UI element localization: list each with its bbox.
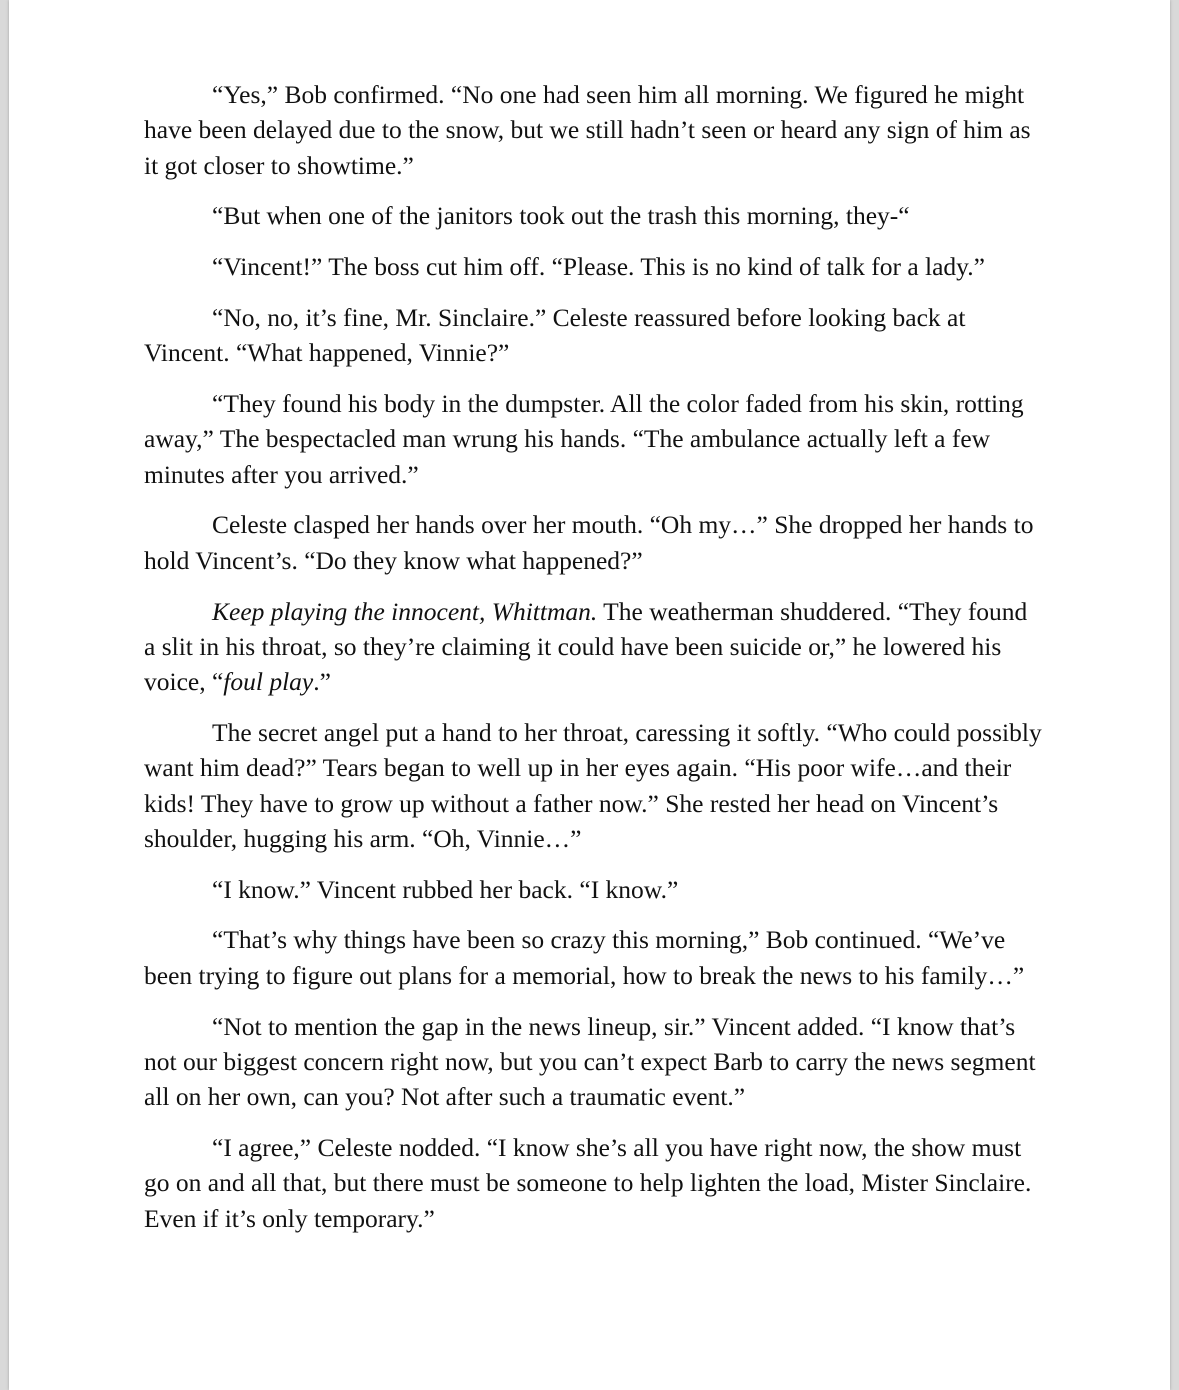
paragraph — [144, 872, 1044, 907]
paragraph-text: “No, no, it’s fine, Mr. Sinclaire.” Celeste reassured before looking back at Vincent. “What happened, Vinnie?” — [144, 302, 966, 368]
paragraph — [144, 715, 1044, 856]
paragraph — [144, 249, 1044, 284]
paragraph — [144, 77, 1044, 183]
paragraph — [144, 507, 1044, 578]
italic-text: Keep playing the innocent, Whittman. — [212, 596, 598, 626]
paragraph-text: “That’s why things have been so crazy this morning,” Bob continued. “We’ve been trying to figure out plans for a memorial, how to break the news to his family…” — [144, 925, 1025, 990]
paragraph — [144, 1009, 1044, 1115]
document-page — [9, 0, 1170, 1390]
paragraph-text: “I know.” Vincent rubbed her back. “I know.” — [212, 874, 679, 904]
paragraph-text: “Vincent!” The boss cut him off. “Please. This is no kind of talk for a lady.” — [212, 252, 985, 282]
paragraph-text: The weatherman shuddered. “They found a slit in his throat, so they’re claiming it could have been suicide or,” he lowered his voice, “ — [144, 596, 1028, 697]
paragraph — [144, 198, 1044, 233]
paragraph-text: “They found his body in the dumpster. All the color faded from his skin, rotting away,” The bespectacled man wrung his hands. “The ambulance actually left a few minutes after you arrived.” — [144, 389, 1024, 489]
paragraph-text: “I agree,” Celeste nodded. “I know she’s all you have right now, the show must go on and all that, but there must be someone to help lighten the load, Mister Sinclaire. Even if it’s only temporary.” — [144, 1132, 1032, 1233]
paragraph — [144, 300, 1044, 371]
paragraph-text: Celeste clasped her hands over her mouth. “Oh my…” She dropped her hands to hold Vincent’s. “Do they know what happened?” — [144, 510, 1034, 575]
paragraph-text: The secret angel put a hand to her throat, caressing it softly. “Who could possibly want him dead?” Tears began to well up in her eyes again. “His poor wife…and their kids! They have to grow up without a father now.” She rested her head on Vincent’s shoulder, hugging his arm. “Oh, Vinnie…” — [144, 717, 1042, 853]
paragraph-text: “But when one of the janitors took out the trash this morning, they-“ — [212, 201, 910, 231]
paragraph — [144, 922, 1044, 993]
italic-text: foul play — [223, 667, 314, 697]
document-body — [144, 77, 1044, 1251]
paragraph-text: “Yes,” Bob confirmed. “No one had seen him all morning. We figured he might have been delayed due to the snow, but we still hadn’t seen or heard any sign of him as it got closer to showtime.” — [144, 80, 1031, 180]
paragraph — [144, 594, 1044, 700]
paragraph — [144, 1130, 1044, 1236]
paragraph-text: “Not to mention the gap in the news lineup, sir.” Vincent added. “I know that’s not our biggest concern right now, but you can’t expect Barb to carry the news segment all on her own, can you? Not after such a traumatic event.” — [144, 1011, 1036, 1112]
paragraph-text: .” — [313, 667, 331, 697]
paragraph — [144, 386, 1044, 492]
